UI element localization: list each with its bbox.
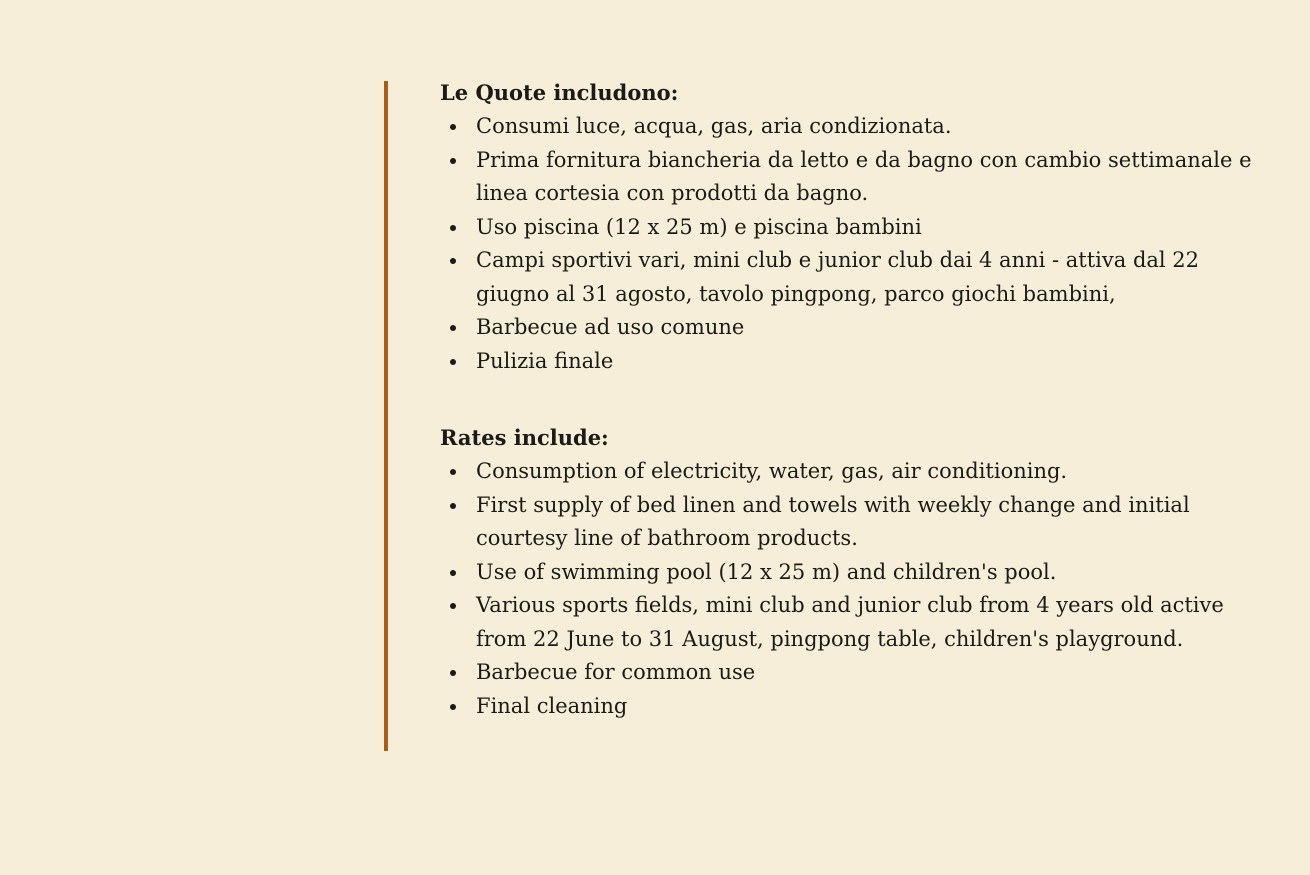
list-item-text: Barbecue for common use <box>476 660 756 684</box>
bullet-icon <box>450 503 456 509</box>
list-item <box>440 656 1260 690</box>
list-item-text: Campi sportivi vari, mini club e junior club dai 4 anni - attiva dal 22 giugno al 31 agosto, tavolo pingpong, parco giochi bambini, <box>476 248 1200 306</box>
list-item <box>440 589 1260 656</box>
list-item <box>440 311 1260 345</box>
list-item <box>440 455 1260 489</box>
list-item-text: Consumption of electricity, water, gas, air conditioning. <box>476 459 1068 483</box>
italian-list <box>440 110 1260 378</box>
list-item <box>440 244 1260 311</box>
bullet-icon <box>450 359 456 365</box>
list-item <box>440 110 1260 144</box>
list-item <box>440 489 1260 556</box>
italian-section <box>440 76 1260 378</box>
section-spacer <box>440 378 1260 421</box>
bullet-icon <box>450 124 456 130</box>
list-item-text: Various sports fields, mini club and junior club from 4 years old active from 22 June to 31 August, pingpong table, children's playground. <box>476 593 1224 651</box>
list-item <box>440 144 1260 211</box>
bullet-icon <box>450 469 456 475</box>
bullet-icon <box>450 258 456 264</box>
list-item-text: Barbecue ad uso comune <box>476 315 745 339</box>
list-item <box>440 690 1260 724</box>
list-item-text: First supply of bed linen and towels with weekly change and initial courtesy line of bathroom products. <box>476 492 1190 550</box>
list-item-text: Uso piscina (12 x 25 m) e piscina bambini <box>476 214 922 239</box>
list-item-text: Consumi luce, acqua, gas, aria condizionata. <box>476 114 952 138</box>
list-item <box>440 345 1260 379</box>
list-item-text: Use of swimming pool (12 x 25 m) and children's pool. <box>476 559 1057 584</box>
list-item-text: Final cleaning <box>476 693 628 718</box>
list-item-text: Pulizia finale <box>476 348 614 373</box>
list-item <box>440 211 1260 245</box>
italian-heading: Le Quote includono: <box>440 80 679 105</box>
bullet-icon <box>450 225 456 231</box>
english-section <box>440 421 1260 723</box>
bullet-icon <box>450 670 456 676</box>
list-item-text: Prima fornitura biancheria da letto e da bagno con cambio settimanale e linea cortesia con prodotti da bagno. <box>476 147 1252 205</box>
bullet-icon <box>450 570 456 576</box>
bullet-icon <box>450 158 456 164</box>
bullet-icon <box>450 704 456 710</box>
bullet-icon <box>450 603 456 609</box>
rates-content <box>440 76 1260 723</box>
list-item <box>440 556 1260 590</box>
english-heading: Rates include: <box>440 425 609 450</box>
accent-bar <box>384 81 388 751</box>
bullet-icon <box>450 325 456 331</box>
english-list <box>440 455 1260 723</box>
